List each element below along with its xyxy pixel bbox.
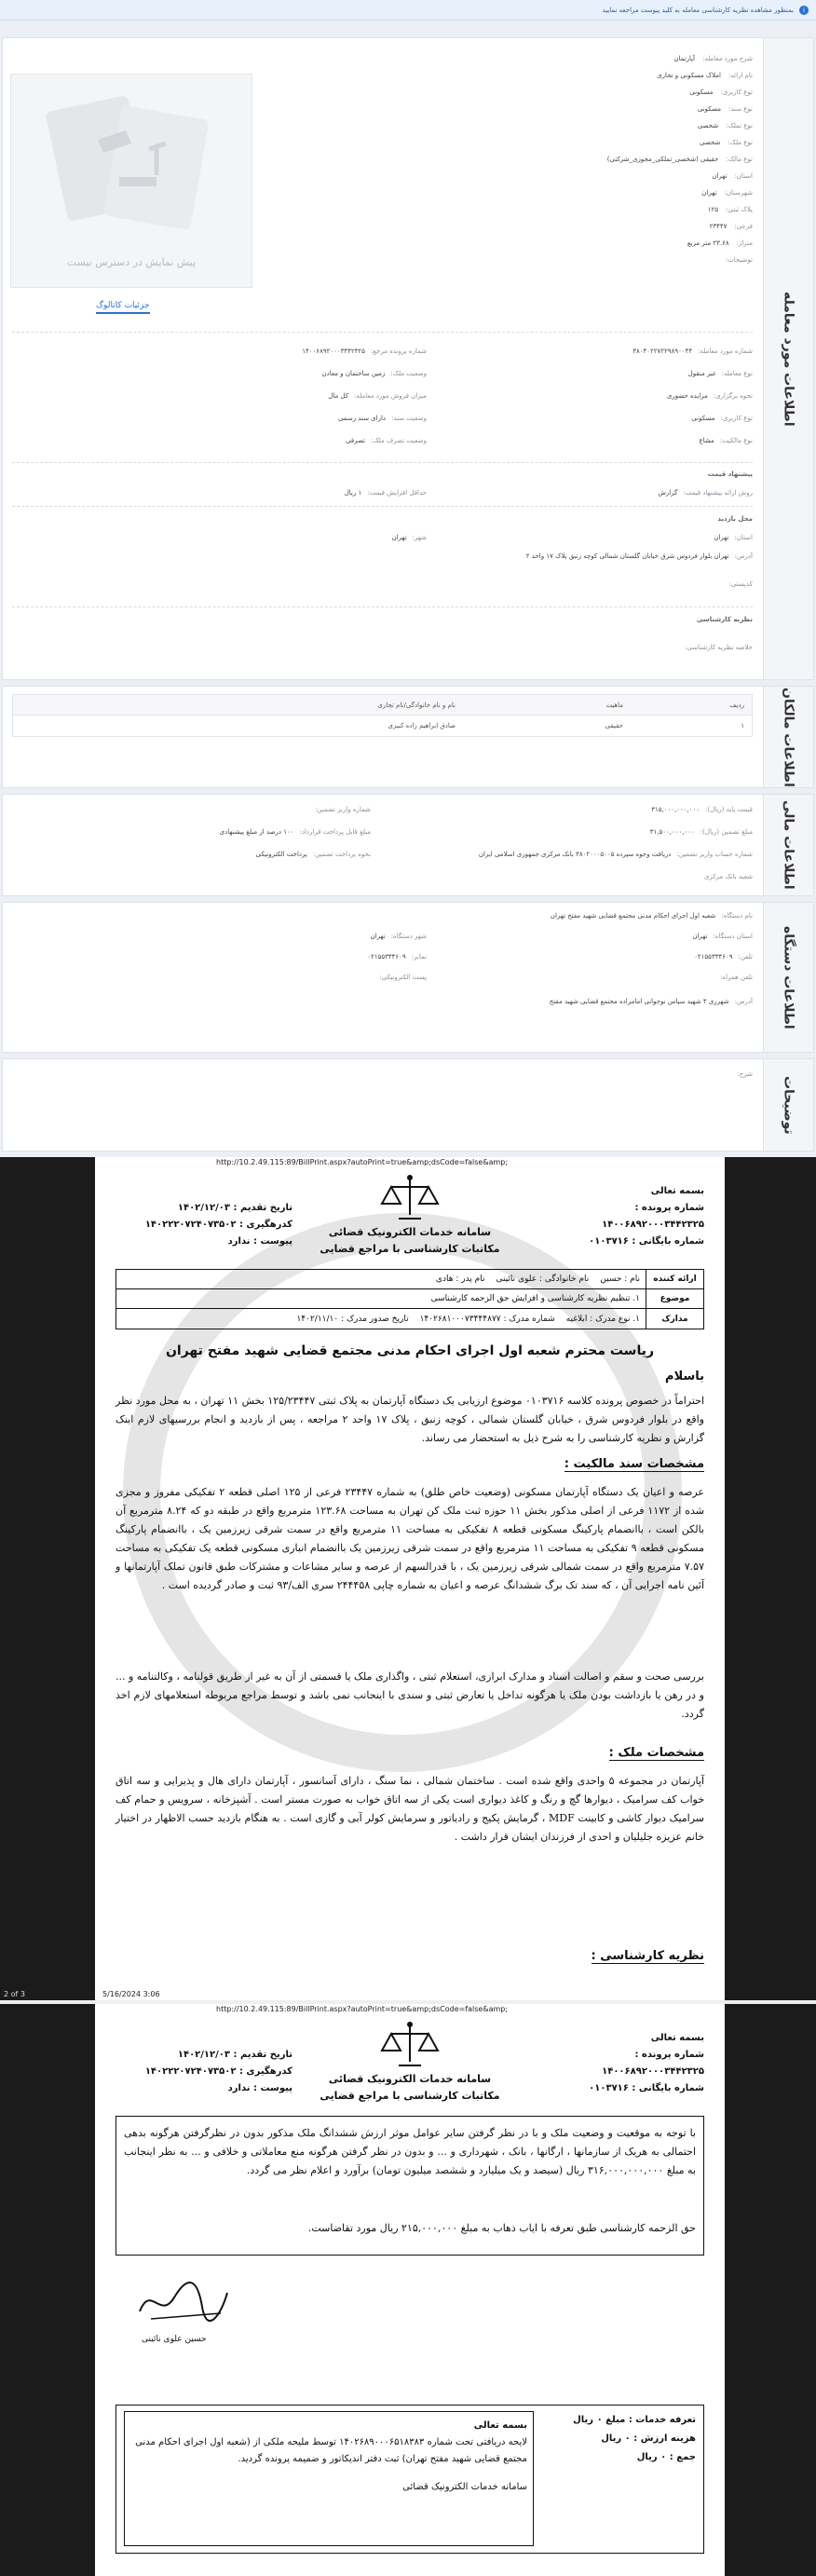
header-bismillah: بسمه تعالی <box>650 1186 704 1196</box>
finance-field <box>17 849 371 860</box>
info-row <box>273 187 753 198</box>
device-field <box>445 951 753 962</box>
expert-summary-label: خلاصه نظریه کارشناسی: <box>685 644 753 651</box>
property-section <box>2 37 814 680</box>
field-label: شماره واریز تضمین: <box>315 806 371 813</box>
left-header <box>116 2047 292 2097</box>
field-label: شعبه بانک مرکزی <box>703 873 753 880</box>
meta-row <box>116 1309 703 1329</box>
correspondence-title: مکاتبات کارشناسی با مراجع قضایی <box>320 2090 500 2102</box>
location-field <box>12 551 753 562</box>
info-row <box>273 254 753 266</box>
meta-header: ارائه کننده <box>646 1270 703 1288</box>
meta-cell: نام خانوادگی : علوی نائینی <box>496 1274 590 1284</box>
location-section-title: محل بازدید <box>717 515 753 523</box>
finance-field <box>380 871 753 882</box>
field-label: توضیحات: <box>725 256 753 264</box>
info-row <box>273 120 753 131</box>
field-value: شهرری ۴ شهید سپاس نوجوانی امامزاده مجتمع قضایی شهید مفتح <box>549 998 729 1005</box>
info-row <box>273 53 753 64</box>
device-section-header <box>763 903 813 1052</box>
opinion-box <box>116 2116 704 2256</box>
field-label: روش ارائه پیشنهاد قیمت: <box>683 489 753 497</box>
service-fee: تعرفه خدمات : مبلغ ۰ ریال <box>573 2415 696 2425</box>
submit-date: تاریخ تقدیم : ۱۴۰۲/۱۲/۰۳ <box>177 1203 292 1213</box>
field-value: شعبه اول اجرای احکام مدنی مجتمع قضایی شهید مفتح تهران <box>550 912 716 920</box>
field-value: ۳۱,۵۰۰,۰۰۰,۰۰۰ <box>649 828 695 836</box>
notes-section <box>2 1058 814 1152</box>
location-field <box>445 532 753 543</box>
field-label: نحوه برگزاری: <box>713 392 753 400</box>
col-header-type: ماهیت <box>605 701 623 709</box>
field-label: شهرستان: <box>724 189 753 197</box>
col-header-name: نام و نام خانوادگی/نام تجاری <box>377 701 456 709</box>
meta-cell: ۱. تنظیم نظریه کارشناسی و افزایش حق الزحمه کارشناسی <box>430 1294 640 1303</box>
meta-cell: نام : حسین <box>600 1274 640 1284</box>
finance-section-header <box>763 795 813 895</box>
salutation: باسلام <box>665 1370 704 1383</box>
browser-url: http://10.2.49.115:89/BillPrint.aspx?autoPrint=true&amp;dsCode=false&amp; <box>95 2004 725 2015</box>
field-label: پست الکترونیکی: <box>379 974 427 981</box>
attachment-scan-page-1 <box>0 1157 816 2000</box>
field-value: ۱۰۰ درصد از مبلغ پیشنهادی <box>219 828 294 836</box>
field-label: نام دستگاه: <box>721 912 753 920</box>
offer-field <box>119 487 427 498</box>
field-label: فرعی: <box>734 223 753 230</box>
info-row <box>273 70 753 81</box>
info-icon: i <box>799 6 809 15</box>
grid-field <box>445 346 753 357</box>
system-name: سامانه خدمات الکترونیک قضائی <box>328 2073 492 2085</box>
field-label: متراژ: <box>736 239 753 247</box>
expert-section-title: نظریه کارشناسی <box>696 616 753 623</box>
file-number-label: شماره پرونده : <box>634 2050 704 2060</box>
notice-text: بمنظور مشاهده نظریه کارشناسی معامله به کلید پیوست مراجعه نمایید <box>602 6 794 14</box>
valuation-paragraph: با توجه به موقعیت و وضعیت ملک و با در نظر گرفتن سایر عوامل موثر ارزش ششدانگ ملک مذکور بدون در نظرگرفتن هرگونه بدهی احتمالی به هریک از سازمانها ، ارگانها ، بانک ، شهرداری و ... و بدون در نظر گرفتن هرگونه منع معاملاتی و خلافی و ... به نظر اینجانب به مبلغ ۳۱۶,۰۰۰,۰۰۰,۰۰۰ ریال (سیصد و یک میلیارد و ششصد میلیون تومان) برآورد و اعلام نظر می گردد. <box>124 2127 696 2176</box>
meta-row <box>116 1270 703 1289</box>
field-value: تهران <box>692 933 708 940</box>
field-value: املاک مسکونی و تجاری <box>657 72 722 79</box>
stamp-bismillah: بسمه تعالی <box>473 2420 527 2431</box>
owners-section-title: اطلاعات مالکان <box>781 687 796 787</box>
field-value: ۲۳۴۴۷ <box>709 223 728 230</box>
field-label: شهر دستگاه: <box>390 933 427 940</box>
meta-cell: ۱. نوع مدرک : ابلاغیه <box>565 1314 640 1324</box>
info-row <box>273 170 753 182</box>
cell-type: حقیقی <box>605 722 623 729</box>
field-value: مسکونی <box>689 89 714 96</box>
owners-section-header <box>763 687 813 787</box>
expert-report-page <box>95 1157 725 2000</box>
info-row <box>273 154 753 165</box>
field-label: شماره حساب واریز تضمین: <box>676 851 753 858</box>
meta-cell: تاریخ صدور مدرک : ۱۴۰۲/۱۱/۱۰ <box>296 1314 409 1324</box>
field-value: تهران <box>391 534 407 541</box>
field-value: ۰۲۱۵۵۳۳۴۶۰۹ <box>694 953 733 961</box>
finance-section <box>2 794 814 896</box>
grid-field <box>119 435 427 446</box>
grid-field <box>119 413 427 424</box>
field-value: تهران <box>701 189 717 197</box>
attachment-scan-page-2 <box>0 2004 816 2576</box>
attachment-status: پیوست : ندارد <box>227 2083 292 2093</box>
field-value: غیر منقول <box>687 370 716 377</box>
signer-name: حسین علوی نائینی <box>142 2335 207 2344</box>
notes-label: شرح: <box>737 1070 753 1078</box>
value-fee: هزینه ارزش : ۰ ریال <box>601 2433 696 2444</box>
grid-field <box>119 390 427 402</box>
notes-row <box>12 1069 753 1080</box>
info-row <box>273 238 753 249</box>
field-label: نوع معامله: <box>721 370 753 377</box>
cell-name: صادق ابراهیم زاده کبیری <box>388 722 456 729</box>
device-section-title: اطلاعات دستگاه <box>781 925 796 1029</box>
field-label: شماره پرونده مرجع: <box>370 348 427 355</box>
offer-section-title: پیشنهاد قیمت <box>707 470 753 478</box>
device-field <box>119 951 427 962</box>
registration-box <box>116 2405 704 2554</box>
divider <box>12 332 753 333</box>
notes-section-title: توضیحات <box>781 1075 796 1135</box>
device-body <box>3 903 762 1052</box>
right-header <box>589 1183 704 1250</box>
field-label: مبلغ قابل پرداخت قرارداد: <box>299 828 371 836</box>
field-label: نوع مالک: <box>726 156 753 163</box>
field-value: کل مال <box>328 392 349 400</box>
field-value: حقیقی (شخصی_تملکی_مجوزی_شرکتی) <box>606 156 719 163</box>
addressee: ریاست محترم شعبه اول اجرای احکام مدنی مجتمع قضایی شهید مفتح تهران <box>165 1343 655 1358</box>
field-label: نام ارائه: <box>728 72 753 79</box>
owners-body <box>3 687 762 787</box>
field-label: پلاک ثبتی: <box>726 206 753 213</box>
field-label: وضعیت سند: <box>391 415 427 422</box>
field-value: زمین ساختمان و معادن <box>321 370 386 377</box>
image-placeholder-icon <box>9 75 252 252</box>
field-label: شرح مورد معامله: <box>702 55 753 62</box>
field-label: نوع کاربری: <box>720 89 753 96</box>
grid-field <box>445 435 753 446</box>
device-field <box>119 931 427 942</box>
field-value: تهران <box>714 534 729 541</box>
field-label: شهر: <box>412 534 427 541</box>
fee-summary <box>547 2411 696 2467</box>
field-label: استان: <box>734 534 753 541</box>
field-label: شماره مورد معامله: <box>698 348 753 355</box>
attachment-status: پیوست : ندارد <box>227 1236 292 1247</box>
finance-field <box>17 826 371 838</box>
owners-section <box>2 686 814 788</box>
field-value: ۱۴۰۰۶۸۹۲۰۰۰۳۴۴۲۳۲۵ <box>302 348 365 355</box>
field-label: استان دستگاه: <box>713 933 753 940</box>
file-number: ۱۴۰۰۶۸۹۲۰۰۰۳۴۴۲۳۲۵ <box>602 1220 704 1230</box>
center-header <box>317 1224 503 1258</box>
field-value: دریافت وجوه سپرده ۳۸۰۲۰۰۰۵۰۰۵ بانک مرکزی جمهوری اسلامی ایران <box>478 851 672 858</box>
finance-field <box>17 804 371 815</box>
field-label: نوع تملک: <box>726 122 753 129</box>
property-image-placeholder <box>10 74 252 288</box>
field-value: آپارتمان <box>673 55 695 62</box>
field-label: تلفن همراه: <box>720 974 753 981</box>
field-label: وضعیت تصرف ملک: <box>371 437 427 444</box>
file-number: ۱۴۰۰۶۸۹۲۰۰۰۳۴۴۲۳۲۵ <box>602 2066 704 2077</box>
system-name: سامانه خدمات الکترونیک قضائی <box>328 1226 492 1238</box>
field-label: استان: <box>734 172 753 180</box>
property-specs-paragraph: آپارتمان در مجموعه ۵ واحدی واقع شده است . ساختمان شمالی ، نما سنگ ، دارای آسانسور ، آپارتمان دارای هال و پذیرایی و سه اتاق خواب کف سرامیک ، دیوارها گچ و رنگ و کاغذ دیواری است یکی از سه اتاق خواب به صورت مستر است . آشپزخانه ، سرویس و حمام کف سرامیک دیوار کاشی و کابینت MDF ، گرمایش پکیج و رادیاتور و سرمایش کولر آبی و گازی است . به هنگام بازدید حسب الاظهار در اختیار خانم عزیزه جلیلیان و احدی از فرزندان ایشان قرار داشت . <box>116 1775 704 1843</box>
archive-number: شماره بایگانی : ۰۱۰۳۷۱۶ <box>589 2083 704 2093</box>
deed-heading: مشخصات سند مالکیت : <box>564 1457 704 1471</box>
file-number-label: شماره پرونده : <box>634 1203 704 1213</box>
scales-of-justice-icon <box>373 1170 447 1226</box>
right-header <box>589 2030 704 2097</box>
finance-field <box>380 826 753 838</box>
meta-row <box>116 1289 703 1309</box>
location-field <box>445 579 753 590</box>
finance-body <box>3 795 762 895</box>
expert-opinion-heading: نظریه کارشناسی : <box>591 1949 704 1963</box>
notes-body <box>3 1059 762 1151</box>
property-section-title: اطلاعات مورد معامله <box>781 291 796 427</box>
grid-field <box>445 413 753 424</box>
field-value: شخصی <box>700 139 721 146</box>
info-row <box>273 137 753 148</box>
deed-paragraph: عرصه و اعیان یک دستگاه آپارتمان مسکونی (وضعیت خاص طلق) به شماره ۲۳۴۴۷ فرعی از ۱۲۵ اصلی قطعه ۲ تفکیکی مفروز و مجزی شده از ۱۱۷۲ فرعی از اصلی مذکور بخش ۱۱ حوزه ثبت ملک کن تهران به مساحت ۱۲۳.۶۸ مترمربع واقع در طبقه دو که ۸.۲۴ مترمربع آن بالکن است ، باانضمام پارکینگ مسکونی قطعه ۸ تفکیکی به مساحت ۱۱ مترمربع واقع در سمت شرقی زیرزمین یک ، باانضمام پارکینگ مسکونی قطعه ۹ تفکیکی به مساحت ۱۱ مترمربع واقع در سمت شرقی زیرزمین یک باانضمام انباری مسکونی قطعه یک تفکیکی به مساحت ۷.۵۷ مترمربع واقع در سمت شمالی شرقی زیرزمین یک ، با قدرالسهم از عرصه و سایر مشاعات و مشترکات طبق قانون تملک آپارتمانها و آئین نامه اجرایی آن ، که سند تک برگ ششدانگ عرصه و اعیان به شماره چاپی ۲۴۴۴۵۸ سری الف/۹۳ ثبت و صادر گردیده است . <box>116 1486 704 1591</box>
field-value: ۰۲۱۵۵۳۳۴۶۰۹ <box>367 953 406 961</box>
divider <box>12 506 753 507</box>
field-label: نوع کاربری: <box>720 415 753 422</box>
device-field <box>119 972 427 983</box>
report-meta-table <box>116 1269 704 1329</box>
info-row <box>273 221 753 232</box>
scales-of-justice-icon <box>373 2017 447 2073</box>
field-value: تهران <box>712 172 728 180</box>
field-value: تهران بلوار فردوس شرق خیابان گلستان شمالی کوچه زنبق پلاک ۱۷ واحد ۲ <box>525 552 729 560</box>
device-section <box>2 902 814 1053</box>
meta-cells <box>116 1309 646 1329</box>
field-label: میزان فروش مورد معامله: <box>354 392 427 400</box>
meta-cell: شماره مدرک : ۱۴۰۲۶۸۱۰۰۰۷۳۴۴۴۸۷۷ <box>419 1314 555 1324</box>
registration-stamp <box>124 2411 534 2546</box>
attachment-notice <box>0 0 816 20</box>
meta-header: موضوع <box>646 1289 703 1308</box>
offer-field <box>445 487 753 498</box>
verification-paragraph: بررسی صحت و سقم و اصالت اسناد و مدارک ابرازی، استعلام ثبتی ، واگذاری ملک یا قسمتی از آن به غیر از طریق قولنامه ، وکالتنامه و ... و در رهن یا بازداشت بودن ملک یا هرگونه تداخل یا تعارض ثبتی و سندی با اینجانب نمی باشد و توسط مراجع مربوطه استعلامهای لازم اخذ گردد. <box>116 1670 704 1720</box>
col-header-row: ردیف <box>729 701 744 709</box>
field-value: گزارش <box>658 489 678 497</box>
field-label: حداقل افزایش قیمت: <box>367 489 427 497</box>
field-value: مشاع <box>699 437 714 444</box>
field-value: مزایده حضوری <box>666 392 708 400</box>
info-row <box>273 87 753 98</box>
notes-section-header <box>763 1059 813 1151</box>
field-label: نوع ملک: <box>728 139 753 146</box>
finance-field <box>380 849 753 860</box>
meta-header: مدارک <box>646 1309 703 1329</box>
meta-cells <box>116 1289 646 1308</box>
grid-field <box>119 368 427 379</box>
property-specs-heading: مشخصات ملک : <box>608 1746 704 1760</box>
field-value: شخصی <box>697 122 719 129</box>
browser-url: http://10.2.49.115:89/BillPrint.aspx?autoPrint=true&amp;dsCode=false&amp; <box>95 1157 725 1168</box>
divider <box>12 462 753 463</box>
field-label: کدپستی: <box>728 580 753 588</box>
property-body <box>3 38 762 679</box>
field-label: آدرس: <box>734 552 753 560</box>
stamp-system-name: سامانه خدمات الکترونیک قضائی <box>402 2482 527 2492</box>
device-field <box>445 931 753 942</box>
tracking-code: کدرهگیری : ۱۴۰۲۲۲۰۷۲۴۰۷۳۵۰۲ <box>144 2066 292 2077</box>
finance-section-title: اطلاعات مالی <box>781 800 796 890</box>
field-value: ۳۱۵,۰۰۰,۰۰۰,۰۰۰ <box>651 806 700 813</box>
grid-field <box>445 368 753 379</box>
signature-icon <box>132 2274 235 2330</box>
owners-table-header <box>13 695 752 716</box>
archive-number: شماره بایگانی : ۰۱۰۳۷۱۶ <box>589 1236 704 1247</box>
header-bismillah: بسمه تعالی <box>650 2033 704 2043</box>
field-label: نوع مالکیت: <box>719 437 753 444</box>
field-label: مبلغ تضمین (ریال): <box>700 828 753 836</box>
field-label: نوع سند: <box>728 105 753 113</box>
device-field <box>445 972 753 983</box>
field-value: مسکونی <box>691 415 715 422</box>
fee-total: جمع : ۰ ریال <box>636 2452 696 2462</box>
info-row <box>273 204 753 215</box>
field-value: تهران <box>370 933 386 940</box>
field-value: دارای سند رسمی <box>337 415 387 422</box>
catalog-details-link[interactable]: جزئیات کاتالوگ <box>96 301 150 314</box>
field-value: ۲۳.۶۸ متر مربع <box>687 239 729 247</box>
intro-paragraph: احتراماً در خصوص پرونده کلاسه ۰۱۰۳۷۱۶ موضوع ارزیابی یک دستگاه آپارتمان به پلاک ثبتی ۱۲۵/۲۳۴۴۷ بخش ۱۱ تهران ، به محل مورد نظر واقع در بلوار فردوس شرق ، خیابان گلستان شمالی ، کوچه زنبق ، پلاک ۱۷ واحد ۲ مراجعه ، پس از بازدید و انجام بررسیهای لازم اینک گزارش و نظریه کارشناسی را به شرح ذیل به استحضار می رساند. <box>116 1395 705 1444</box>
cell-row: ۱ <box>741 722 744 729</box>
field-label: آدرس: <box>734 998 753 1005</box>
owners-table <box>12 694 753 737</box>
field-label: نمابر: <box>411 953 427 961</box>
grid-field <box>119 346 427 357</box>
field-label: نحوه پرداخت تضمین: <box>312 851 371 858</box>
field-value: تصرفی <box>345 437 366 444</box>
image-placeholder-text: پیش نمایش در دسترس نیست <box>66 256 197 268</box>
field-label: تلفن: <box>738 953 753 961</box>
field-value: ۱۲۵ <box>707 206 719 213</box>
meta-cells <box>116 1270 646 1288</box>
location-field <box>119 532 427 543</box>
expert-summary-row <box>12 642 753 653</box>
stamp-text: لایحه دریافتی تحت شماره ۱۴۰۲۶۸۹۰۰۰۶۵۱۸۳۸۳ توسط ملیحه ملکی از (شعبه اول اجرای احکام مدنی مجتمع قضایی شهید مفتح تهران) ثبت دفتر اندیکاتور و ضمیمه پرونده گردید. <box>135 2437 527 2464</box>
grid-field <box>445 390 753 402</box>
print-date: 5/16/2024 3:06 <box>102 1990 160 1998</box>
tracking-code: کدرهگیری : ۱۴۰۲۲۲۰۷۲۴۰۷۳۵۰۲ <box>144 1220 292 1230</box>
field-label: قیمت پایه (ریال): <box>705 806 753 813</box>
device-field <box>12 910 753 921</box>
meta-cell: نام پدر : هادی <box>435 1274 485 1284</box>
property-section-header <box>763 38 813 679</box>
finance-field <box>380 804 753 815</box>
field-value: پرداخت الکترونیکی <box>255 851 307 858</box>
correspondence-title: مکاتبات کارشناسی با مراجع قضایی <box>320 1243 500 1255</box>
center-header <box>317 2071 503 2105</box>
info-row <box>273 103 753 115</box>
field-value: ۱ ریال <box>344 489 362 497</box>
table-row <box>13 716 752 736</box>
device-field <box>12 996 753 1007</box>
expert-report-page-2 <box>95 2004 725 2576</box>
field-label: وضعیت ملک: <box>390 370 427 377</box>
fee-paragraph: حق الزحمه کارشناسی طبق تعرفه با ایاب ذهاب به مبلغ ۲۱۵,۰۰۰,۰۰۰ ریال مورد تقاضاست. <box>307 2222 696 2234</box>
left-header <box>116 1200 292 1250</box>
field-value: مسکونی <box>697 105 722 113</box>
submit-date: تاریخ تقدیم : ۱۴۰۲/۱۲/۰۳ <box>177 2050 292 2060</box>
page-indicator: 2 of 3 <box>4 1990 25 1998</box>
field-value: ۳۸۰۴۰۲۲۷۲۲۹۸۹۰۰۴۴ <box>632 348 693 355</box>
